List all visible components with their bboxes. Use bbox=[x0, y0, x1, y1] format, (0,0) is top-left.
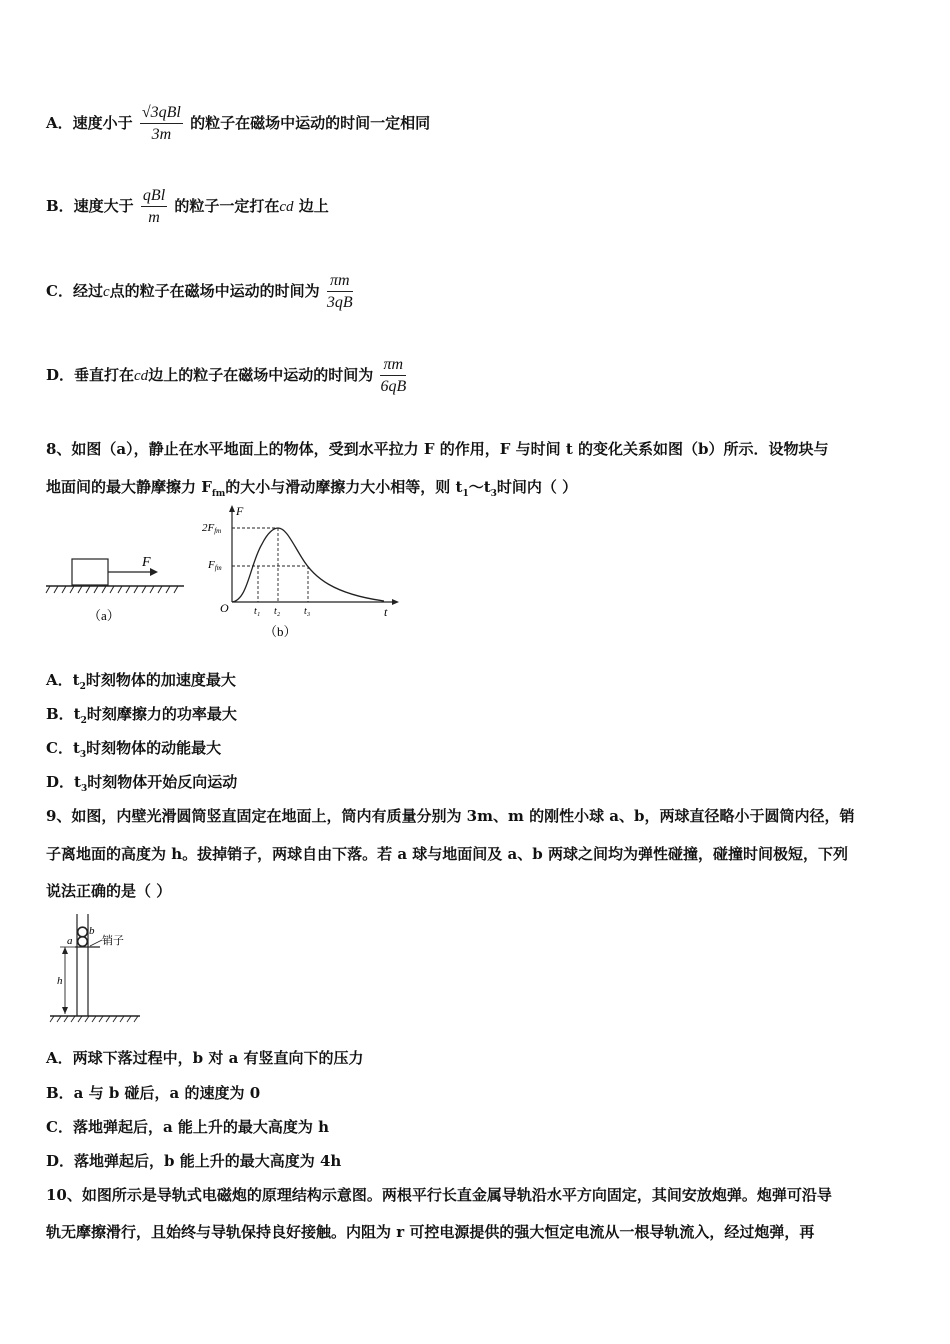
y-axis-label: F bbox=[236, 504, 244, 518]
q8-figure-b bbox=[196, 504, 406, 644]
q9-option-c: C．落地弹起后，a 能上升的最大高度为 h bbox=[46, 1118, 330, 1136]
q8-option-c: C．$t_3$时刻物体的动能最大 bbox=[46, 739, 222, 760]
figure-b-caption: （b） bbox=[264, 624, 297, 639]
x-axis-label: t bbox=[384, 605, 388, 619]
y-tick-2ffm: 2Ffm bbox=[202, 522, 222, 535]
pin-pointer bbox=[90, 940, 102, 946]
q8-option-a: A．$t_2$时刻物体的加速度最大 bbox=[46, 671, 236, 692]
q9-figure bbox=[44, 912, 154, 1027]
x-arrowhead bbox=[392, 599, 399, 605]
q9-option-d: D．落地弹起后，b 能上升的最大高度为 4h bbox=[46, 1152, 342, 1170]
q8-figure-a bbox=[40, 550, 190, 630]
q8-stem-line1: 8、如图（a），静止在水平地面上的物体，受到水平拉力 F 的作用，F 与时间 t 的变化关系如图（b）所示．设物块与 bbox=[46, 440, 829, 458]
label-h: h bbox=[57, 975, 63, 987]
fraction: $\frac{\pi m}{3qB}$ bbox=[326, 272, 353, 311]
fraction: $\frac{\text{qBl}}{m}$ bbox=[142, 187, 166, 226]
q7-option-b: B．速度大于 $\frac{\text{qBl}}{m}$ 的粒子一定打在cd 边上 bbox=[46, 187, 329, 226]
q8-option-b: B．$t_2$时刻摩擦力的功率最大 bbox=[46, 705, 237, 726]
origin-label: O bbox=[220, 601, 229, 615]
q10-stem-line1: 10、如图所示是导轨式电磁炮的原理结构示意图。两根平行长直金属导轨沿水平方向固定，其间安放炮弹。炮弹可沿导 bbox=[46, 1186, 832, 1204]
height-arrow-bottom bbox=[62, 1007, 68, 1014]
q7-option-c: C．经过c点的粒子在磁场中运动的时间为 $\frac{\pi m}{3qB}$ bbox=[46, 272, 353, 311]
label-b: b bbox=[89, 925, 95, 937]
q8-option-d: D．$t_3$时刻物体开始反向运动 bbox=[46, 773, 238, 794]
q9-option-b: B．a 与 b 碰后，a 的速度为 0 bbox=[46, 1084, 261, 1102]
t2-label: t₂ bbox=[274, 606, 281, 617]
force-curve bbox=[232, 528, 384, 602]
ball-a bbox=[78, 937, 88, 947]
force-label: F bbox=[142, 555, 151, 570]
label-a: a bbox=[67, 935, 73, 947]
y-arrowhead bbox=[229, 505, 235, 512]
y-tick-ffm: Ffm bbox=[208, 559, 222, 572]
q8-stem-line2: 地面间的最大静摩擦力 $F_{fm}$的大小与滑动摩擦力大小相等，则 $t_1\sim t_3$时间内（ ） bbox=[46, 478, 578, 499]
q7-option-a: A．速度小于 $\frac{\text{√3qBl}}{3m}$ 的粒子在磁场中运动的时间一定相同 bbox=[46, 104, 431, 143]
t1-label: t₁ bbox=[254, 606, 261, 617]
ball-b bbox=[78, 927, 88, 937]
q9-stem-line1: 9、如图，内壁光滑圆筒竖直固定在地面上，筒内有质量分别为 3m、m 的刚性小球 a、b，两球直径略小于圆筒内径，销 bbox=[46, 807, 855, 825]
block bbox=[72, 559, 108, 585]
fraction: $\frac{\text{√3qBl}}{3m}$ bbox=[141, 104, 181, 143]
force-arrowhead bbox=[150, 568, 158, 576]
t3-label: t₃ bbox=[304, 606, 311, 617]
q9-option-a: A．两球下落过程中，b 对 a 有竖直向下的压力 bbox=[46, 1049, 364, 1067]
figure-a-caption: （a） bbox=[88, 608, 120, 623]
ground-hatch bbox=[46, 586, 178, 593]
pin-label: 销子 bbox=[102, 935, 124, 947]
q10-stem-line2: 轨无摩擦滑行，且始终与导轨保持良好接触。内阻为 r 可控电源提供的强大恒定电流从一根导轨流入，经过炮弹，再 bbox=[46, 1223, 815, 1241]
fraction: $\frac{\pi m}{6qB}$ bbox=[380, 356, 407, 395]
q9-stem-line2: 子离地面的高度为 h。拔掉销子，两球自由下落。若 a 球与地面间及 a、b 两球之间均为弹性碰撞，碰撞时间极短，下列 bbox=[46, 845, 848, 863]
q9-stem-line3: 说法正确的是（ ） bbox=[46, 882, 172, 900]
q7-option-d: D．垂直打在cd边上的粒子在磁场中运动的时间为 $\frac{\pi m}{6qB}$ bbox=[46, 356, 407, 395]
height-arrow-top bbox=[62, 947, 68, 954]
ground-hatch bbox=[50, 1016, 138, 1022]
